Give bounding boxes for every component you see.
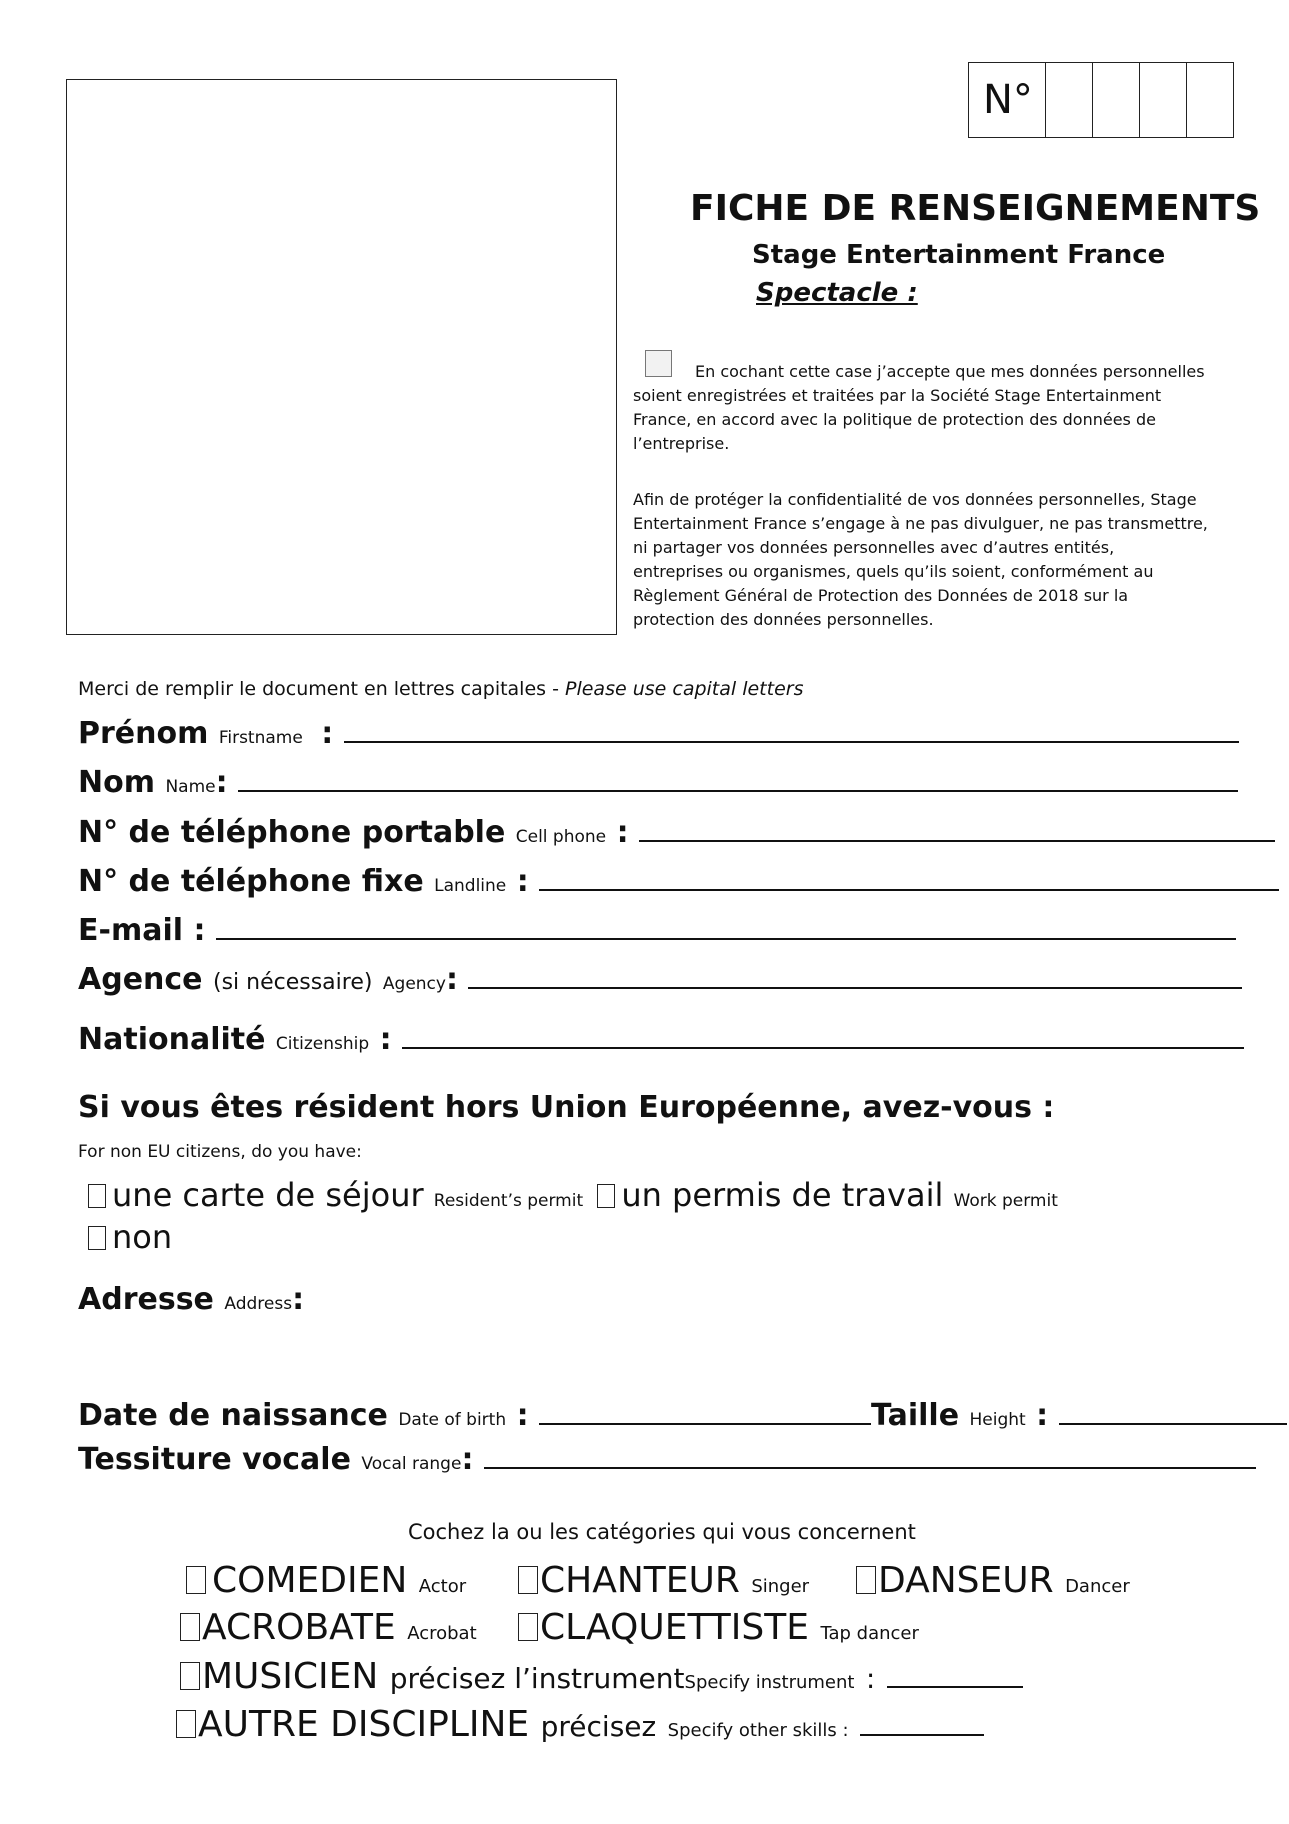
name-row [78, 765, 1238, 800]
acrobate-en: Acrobat [407, 1623, 477, 1644]
category-musicien [180, 1656, 1023, 1697]
comedien-en: Actor [418, 1576, 467, 1597]
danseur-checkbox[interactable] [856, 1566, 876, 1594]
show-label: Spectacle : [756, 278, 918, 308]
comedien-label: COMEDIEN [212, 1560, 408, 1601]
form-subtitle: Stage Entertainment France [752, 240, 1166, 270]
resident-permit-en: Resident’s permit [433, 1191, 584, 1211]
birth-row [78, 1398, 1287, 1433]
separator: : [865, 1662, 876, 1695]
photo-box [66, 79, 617, 635]
firstname-en: Firstname [218, 728, 303, 748]
no-permit-label: non [112, 1218, 173, 1256]
separator: : [616, 815, 629, 850]
categories-heading: Cochez la ou les catégories qui vous concernent [408, 1520, 916, 1544]
birth-field[interactable] [539, 1399, 871, 1425]
nationality-label: Nationalité [78, 1022, 266, 1057]
acrobate-checkbox[interactable] [180, 1613, 200, 1641]
number-cell[interactable] [1092, 63, 1139, 137]
comedien-checkbox[interactable] [186, 1566, 206, 1594]
birth-en: Date of birth [398, 1410, 507, 1430]
firstname-field[interactable] [344, 717, 1239, 743]
landline-row [78, 864, 1279, 899]
email-field[interactable] [216, 914, 1236, 940]
height-en: Height [969, 1410, 1026, 1430]
firstname-row [78, 716, 1239, 751]
number-cell[interactable] [1186, 63, 1233, 137]
separator: : [292, 1282, 305, 1317]
agency-en: Agency [382, 974, 446, 994]
name-en: Name [165, 777, 216, 797]
consent-text: En cochant cette case j’accepte que mes données personnelles soient enregistrées et traitées par la Société Stage Entertainment France, en accord avec la politique de protection des données de l’entreprise. [633, 362, 1205, 453]
separator: : [461, 1442, 474, 1477]
separator: : [215, 765, 228, 800]
firstname-label: Prénom [78, 716, 209, 751]
nationality-field[interactable] [402, 1023, 1244, 1049]
musicien-checkbox[interactable] [180, 1662, 200, 1690]
category-chanteur [518, 1560, 809, 1601]
claquettiste-checkbox[interactable] [518, 1613, 538, 1641]
landline-field[interactable] [539, 865, 1279, 891]
name-label: Nom [78, 765, 155, 800]
separator: : [516, 864, 529, 899]
non-eu-subtitle: For non EU citizens, do you have: [78, 1142, 362, 1162]
separator: : [445, 962, 458, 997]
nationality-row [78, 1022, 1244, 1057]
musicien-detail: précisez l’instrument [389, 1662, 685, 1695]
number-cell[interactable] [1139, 63, 1186, 137]
vocal-en: Vocal range [361, 1454, 462, 1474]
musicien-en: Specify instrument [684, 1672, 855, 1693]
name-field[interactable] [238, 766, 1238, 792]
acrobate-label: ACROBATE [202, 1607, 396, 1648]
chanteur-label: CHANTEUR [540, 1560, 740, 1601]
category-comedien [186, 1560, 466, 1601]
instrument-field[interactable] [887, 1664, 1023, 1688]
form-title: FICHE DE RENSEIGNEMENTS [690, 188, 1261, 229]
category-claquettiste [518, 1607, 919, 1648]
autre-checkbox[interactable] [176, 1710, 196, 1738]
cell-en: Cell phone [515, 827, 607, 847]
category-acrobate [180, 1607, 477, 1648]
number-label: N° [983, 77, 1033, 123]
no-permit-checkbox[interactable] [88, 1226, 106, 1250]
resident-permit-checkbox[interactable] [88, 1184, 106, 1208]
claquettiste-en: Tap dancer [820, 1623, 919, 1644]
no-permit-option [88, 1218, 172, 1256]
birth-label: Date de naissance [78, 1398, 388, 1433]
address-label: Adresse [78, 1282, 214, 1317]
resident-permit-label: une carte de séjour [112, 1176, 424, 1214]
autre-detail: précisez [540, 1710, 657, 1743]
category-danseur [856, 1560, 1130, 1601]
category-autre [176, 1704, 984, 1745]
autre-label: AUTRE DISCIPLINE [198, 1704, 530, 1745]
height-label: Taille [871, 1398, 960, 1433]
cell-field[interactable] [639, 816, 1275, 842]
other-skills-field[interactable] [860, 1712, 984, 1736]
claquettiste-label: CLAQUETTISTE [540, 1607, 809, 1648]
privacy-text: Afin de protéger la confidentialité de vos données personnelles, Stage Entertainment France s’engage à ne pas divulguer, ne pas transmettre, ni partager vos données personnelles avec d’autres entités, entreprises ou organismes, quels qu’ils soient, conformément au Règlement Général de Protection des Données de 2018 sur la protection des données personnelles. [633, 490, 1208, 629]
landline-en: Landline [434, 876, 507, 896]
separator: : [379, 1022, 392, 1057]
chanteur-checkbox[interactable] [518, 1566, 538, 1594]
agency-label: Agence [78, 962, 203, 997]
height-field[interactable] [1059, 1399, 1287, 1425]
separator: : [1036, 1398, 1049, 1433]
permit-options [88, 1176, 1058, 1214]
email-label: E-mail : [78, 913, 206, 948]
non-eu-title: Si vous êtes résident hors Union Européenne, avez-vous : [78, 1090, 1055, 1125]
agency-field[interactable] [468, 963, 1242, 989]
cell-row [78, 815, 1275, 850]
address-en: Address [224, 1294, 293, 1314]
work-permit-label: un permis de travail [621, 1176, 944, 1214]
agency-note: (si nécessaire) [212, 970, 373, 995]
email-row [78, 913, 1236, 948]
vocal-label: Tessiture vocale [78, 1442, 351, 1477]
number-box [968, 62, 1234, 138]
instructions: Merci de remplir le document en lettres capitales - Please use capital letters [78, 678, 804, 700]
number-cell[interactable] [1045, 63, 1092, 137]
vocal-field[interactable] [484, 1443, 1256, 1469]
agency-row [78, 962, 1242, 997]
work-permit-en: Work permit [953, 1191, 1058, 1211]
autre-en: Specify other skills : [667, 1720, 849, 1741]
address-row [78, 1282, 304, 1317]
vocal-row [78, 1442, 1256, 1477]
danseur-label: DANSEUR [878, 1560, 1054, 1601]
chanteur-en: Singer [751, 1576, 810, 1597]
nationality-en: Citizenship [275, 1034, 370, 1054]
separator: : [321, 716, 334, 751]
work-permit-checkbox[interactable] [597, 1184, 615, 1208]
landline-label: N° de téléphone fixe [78, 864, 424, 899]
musicien-label: MUSICIEN [202, 1656, 379, 1697]
separator: : [516, 1398, 529, 1433]
cell-label: N° de téléphone portable [78, 815, 506, 850]
danseur-en: Dancer [1065, 1576, 1130, 1597]
